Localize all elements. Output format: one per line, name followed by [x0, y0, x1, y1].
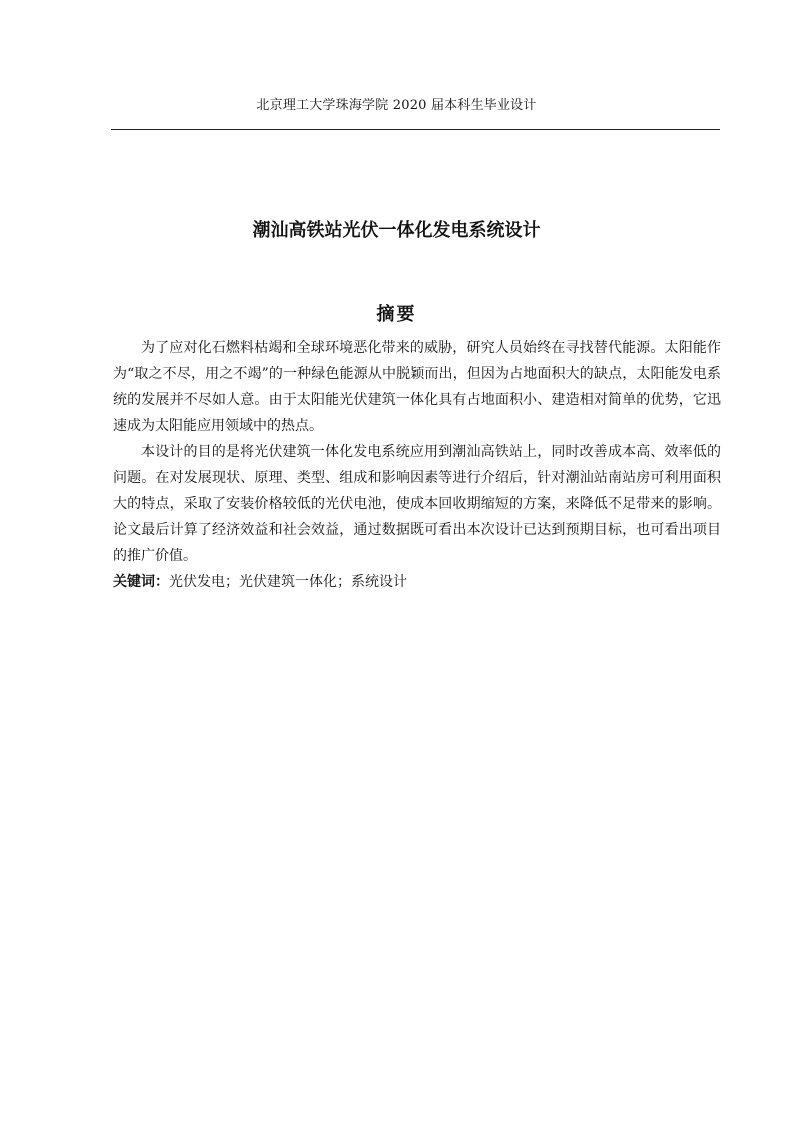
keywords-text: 光伏发电；光伏建筑一体化；系统设计: [169, 574, 407, 590]
page-header: 北京理工大学珠海学院 2020 届本科生毕业设计: [256, 98, 537, 113]
keywords-label: 关键词: [113, 574, 155, 590]
abstract-heading: 摘要: [376, 304, 417, 325]
keywords-line: [113, 569, 721, 595]
thesis-title: 潮汕高铁站光伏一体化发电系统设计: [252, 220, 541, 241]
abstract-paragraph-2: 本设计的目的是将光伏建筑一体化发电系统应用到潮汕高铁站上，同时改善成本高、效率低的问题。在对发展现状、原理、类型、组成和影响因素等进行介绍后，针对潮汕站南站房可利用面积大的特点，采取了安装价格较低的光伏电池，使成本回收期缩短的方案，来降低不足带来的影响。论文最后计算了经济效益和社会效益，通过数据既可看出本次设计已达到预期目标，也可看出项目的推广价值。: [113, 444, 721, 564]
header-divider: [111, 129, 720, 130]
abstract-paragraph-1: 为了应对化石燃料枯竭和全球环境恶化带来的威胁，研究人员始终在寻找替代能源。太阳能作为“取之不尽，用之不竭”的一种绿色能源从中脱颖而出，但因为占地面积大的缺点，太阳能发电系统的发展并不尽如人意。由于太阳能光伏建筑一体化具有占地面积小、建造相对简单的优势，它迅速成为太阳能应用领域中的热点。: [113, 340, 721, 434]
keywords-separator: ：: [155, 574, 169, 590]
abstract-body: [113, 335, 721, 595]
